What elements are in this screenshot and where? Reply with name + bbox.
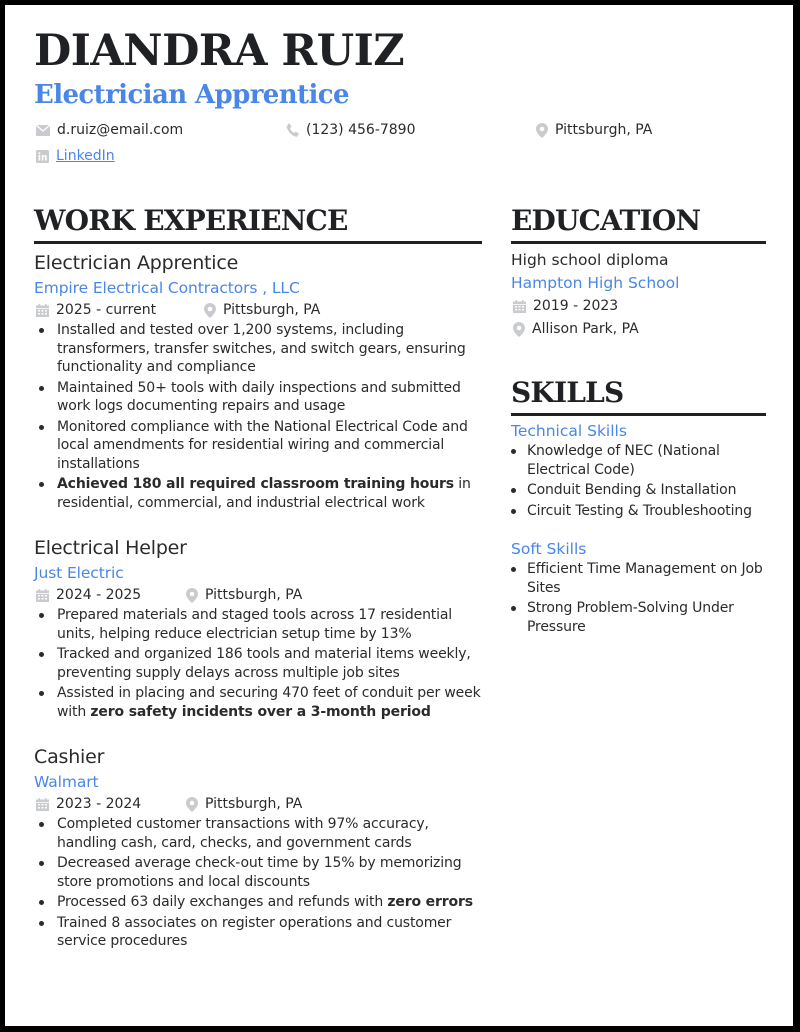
bullet-item: Prepared materials and staged tools across 17 residential units, helping reduce electrician setup time by 13% — [34, 606, 482, 643]
job-location: Pittsburgh, PA — [205, 587, 303, 603]
bullet-item: Assisted in placing and securing 470 feet of conduit per week with zero safety incidents over a 3-month period — [34, 684, 482, 721]
job-meta — [34, 793, 482, 815]
bullet-item: Tracked and organized 186 tools and material items weekly, preventing supply delays across multiple job sites — [34, 645, 482, 682]
map-pin-icon — [536, 123, 548, 138]
bullet-item: Maintained 50+ tools with daily inspections and submitted work logs documenting repairs and usage — [34, 379, 482, 416]
job-location: Pittsburgh, PA — [205, 796, 303, 812]
bullet-item: Decreased average check-out time by 15% by memorizing store promotions and local discounts — [34, 854, 482, 891]
bullet-item: Monitored compliance with the National Electrical Code and local amendments for residential wiring and commercial installations — [34, 418, 482, 474]
job-entry — [34, 743, 482, 951]
envelope-icon — [36, 125, 50, 136]
job-location: Pittsburgh, PA — [223, 302, 321, 318]
skill-item: Strong Problem-Solving Under Pressure — [511, 599, 766, 636]
job-dates: 2024 - 2025 — [56, 587, 142, 603]
contact-phone — [286, 120, 416, 140]
education-location: Allison Park, PA — [511, 318, 766, 341]
linkedin-icon — [36, 150, 49, 163]
bullet-item: Completed customer transactions with 97% accuracy, handling cash, card, checks, and government cards — [34, 815, 482, 852]
skill-group-title: Soft Skills — [511, 540, 587, 558]
school-name: Hampton High School — [511, 274, 680, 292]
job-meta — [34, 299, 482, 321]
job-bullets — [34, 606, 482, 721]
location-text: Pittsburgh, PA — [555, 122, 653, 138]
job-title: Cashier — [34, 746, 105, 768]
company-name: Walmart — [34, 773, 99, 791]
linkedin-link[interactable]: LinkedIn — [56, 148, 115, 164]
skill-group-title: Technical Skills — [511, 422, 627, 440]
bullet-item: Achieved 180 all required classroom training hours in residential, commercial, and industrial electrical work — [34, 475, 482, 512]
section-divider — [34, 241, 482, 244]
section-divider — [511, 241, 766, 244]
job-title: Electrician Apprentice — [34, 252, 239, 274]
work-experience-section — [34, 203, 482, 953]
skill-item: Efficient Time Management on Job Sites — [511, 560, 766, 597]
contact-email — [36, 120, 183, 140]
company-name: Empire Electrical Contractors , LLC — [34, 279, 300, 297]
email-text: d.ruiz@email.com — [57, 122, 184, 138]
job-dates: 2023 - 2024 — [56, 796, 142, 812]
job-entry — [34, 534, 482, 721]
company-name: Just Electric — [34, 564, 124, 582]
job-bullets — [34, 815, 482, 951]
degree: High school diploma — [511, 251, 669, 269]
job-title: Electrical Helper — [34, 537, 187, 559]
calendar-icon — [36, 798, 49, 811]
skills-section — [511, 375, 766, 636]
map-pin-icon — [513, 322, 525, 337]
phone-text: (123) 456-7890 — [306, 122, 416, 138]
map-pin-icon — [186, 588, 198, 603]
bullet-item: Installed and tested over 1,200 systems, including transformers, transfer switches, and switch gears, ensuring functionality and compliance — [34, 321, 482, 377]
skill-group-soft — [511, 538, 766, 636]
calendar-icon — [513, 300, 526, 313]
bullet-item: Trained 8 associates on register operations and customer service procedures — [34, 914, 482, 951]
job-bullets — [34, 321, 482, 512]
section-heading-skills: SKILLS — [511, 376, 624, 409]
calendar-icon — [36, 589, 49, 602]
map-pin-icon — [204, 303, 216, 318]
candidate-title: Electrician Apprentice — [34, 80, 349, 110]
skill-item: Knowledge of NEC (National Electrical Code) — [511, 442, 766, 479]
section-heading-work: WORK EXPERIENCE — [34, 204, 348, 237]
calendar-icon — [36, 304, 49, 317]
skill-item: Conduit Bending & Installation — [511, 481, 766, 500]
job-meta — [34, 584, 482, 606]
contact-location — [536, 120, 652, 140]
section-heading-education: EDUCATION — [511, 204, 701, 237]
job-entry — [34, 249, 482, 512]
resume-page — [5, 5, 793, 1026]
skill-group-technical — [511, 420, 766, 520]
bullet-item: Processed 63 daily exchanges and refunds with zero errors — [34, 893, 482, 912]
sidebar-column — [511, 203, 766, 638]
skill-item: Circuit Testing & Troubleshooting — [511, 502, 766, 521]
candidate-name: DIANDRA RUIZ — [34, 26, 405, 76]
education-section — [511, 203, 766, 341]
phone-icon — [286, 123, 299, 137]
job-dates: 2025 - current — [56, 302, 157, 318]
map-pin-icon — [186, 797, 198, 812]
section-divider — [511, 413, 766, 416]
contact-linkedin — [36, 146, 115, 166]
education-dates: 2019 - 2023 — [511, 295, 766, 318]
